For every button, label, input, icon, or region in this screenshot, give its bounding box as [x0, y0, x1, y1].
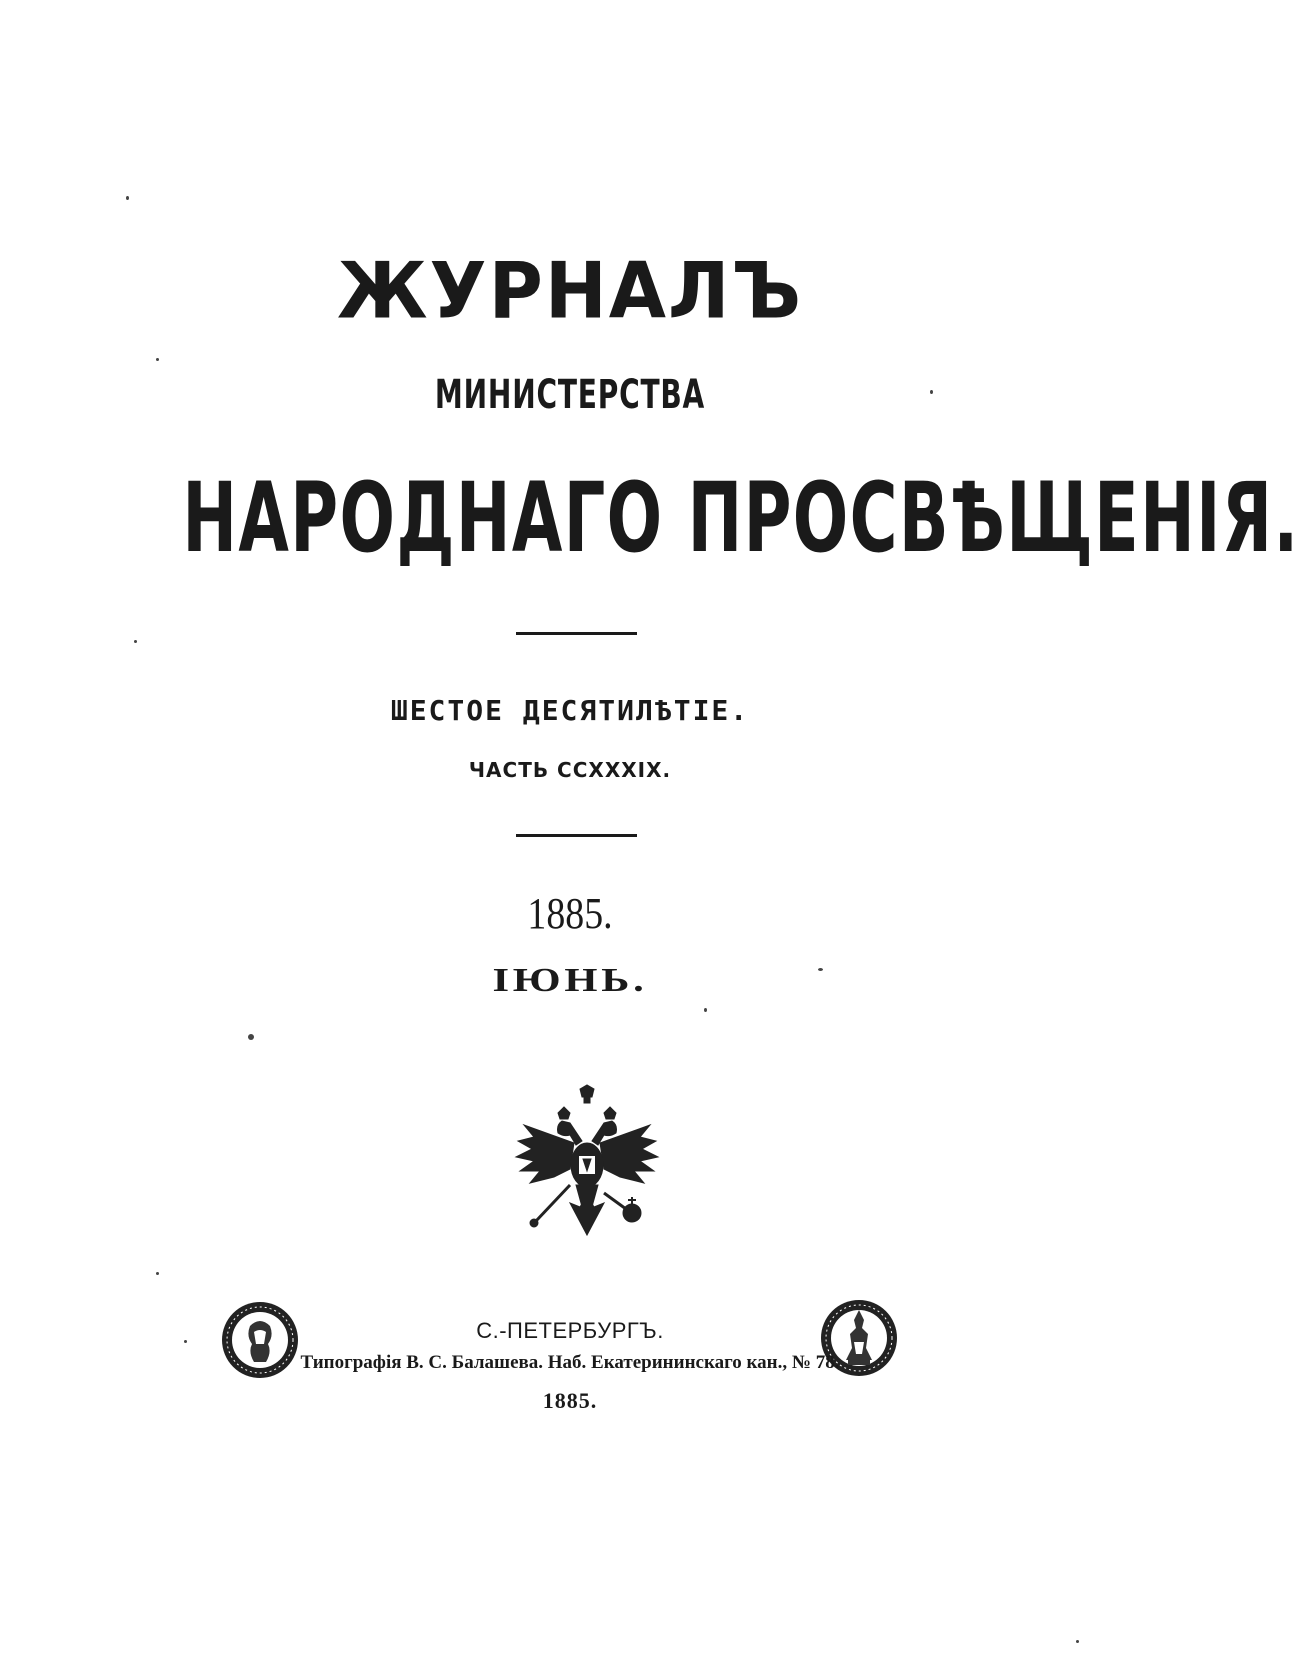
- divider-rule: [516, 834, 637, 837]
- scan-speck: [248, 1034, 254, 1040]
- journal-title: ЖУРНАЛЪ: [336, 245, 804, 337]
- issue-month: ІЮНЬ.: [492, 962, 648, 999]
- series-label: ШЕСТОЕ ДЕСЯТИЛѢТІЕ.: [390, 694, 750, 727]
- part-label: ЧАСТЬ CCXXXIX.: [468, 758, 672, 782]
- divider-rule: [516, 632, 637, 635]
- scan-speck: [156, 358, 159, 361]
- double-headed-eagle-icon: [514, 1085, 660, 1235]
- issue-year: 1885.: [527, 889, 613, 938]
- imprint-printer: Типографія В. С. Балашева. Наб. Екатерининскаго кан., № 78.: [300, 1352, 840, 1373]
- subtitle-education: НАРОДНАГО ПРОСВѢЩЕНІЯ.: [182, 462, 1300, 574]
- scan-speck: [930, 390, 933, 394]
- scan-speck: [134, 640, 137, 643]
- scan-speck: [184, 1340, 187, 1343]
- subtitle-ministry: МИНИСТЕРСТВА: [434, 372, 706, 418]
- scan-speck: [818, 968, 823, 971]
- imprint-city: С.-ПЕТЕРБУРГЪ.: [476, 1318, 664, 1343]
- scan-speck: [126, 196, 129, 200]
- scan-speck: [704, 1008, 707, 1012]
- scan-speck: [156, 1272, 159, 1275]
- scan-speck: [1076, 1640, 1079, 1643]
- imprint-year: 1885.: [542, 1388, 598, 1413]
